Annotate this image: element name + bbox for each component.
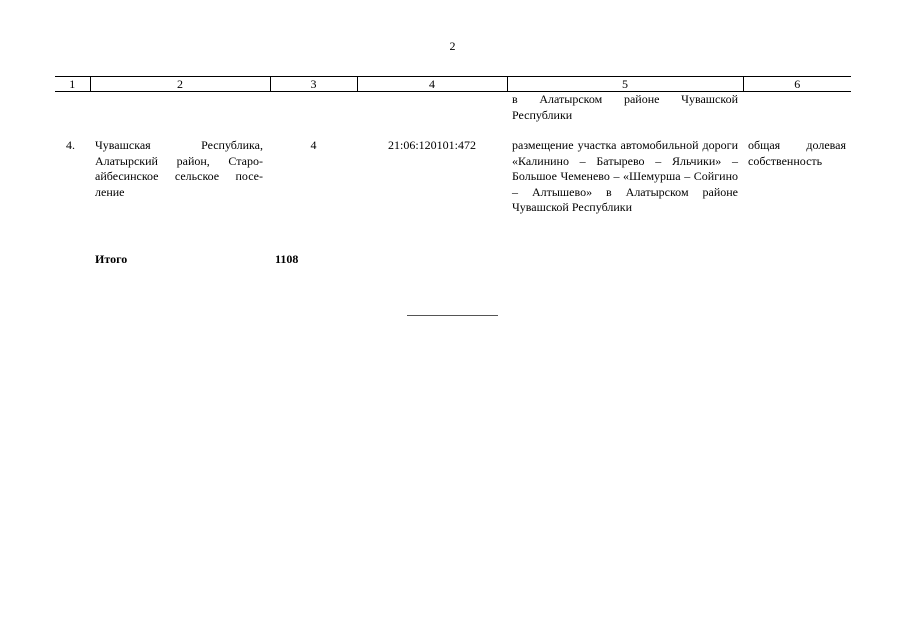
total-label-cell: Итого: [95, 252, 128, 266]
column-header-6: 6: [743, 77, 851, 92]
row-number-cell: 4.: [66, 138, 75, 152]
location-cell: Чувашская Республика, Алатырский район, Старо-айбесинское сельское посе-ление: [95, 138, 263, 199]
column-header-4: 4: [357, 77, 507, 92]
end-separator-line: [407, 315, 498, 316]
cadastral-number-cell: 21:06:120101:472: [387, 138, 476, 152]
purpose-cell: размещение участка автомобильной дороги «Калинино – Батырево – Яльчики» – Большое Чеменево – «Шемурша – Сойгино – Алтышево» в Алатырском районе Чувашской Республики: [512, 138, 738, 214]
continuation-purpose-cell: в Алатырском районе Чувашской Республики: [512, 92, 738, 122]
table-row: [55, 138, 851, 252]
right-type-cell: общая долевая собственность: [748, 138, 846, 168]
page-number: 2: [449, 39, 456, 53]
area-cell: 4: [310, 138, 317, 152]
table-header-row: [55, 77, 851, 92]
total-row: [55, 252, 851, 268]
continuation-row: [55, 92, 851, 139]
land-plots-table: [55, 76, 851, 268]
column-header-3: 3: [270, 77, 357, 92]
total-value-cell: 1108: [275, 252, 299, 266]
column-header-2: 2: [90, 77, 270, 92]
column-header-5: 5: [507, 77, 743, 92]
column-header-1: 1: [55, 77, 90, 92]
